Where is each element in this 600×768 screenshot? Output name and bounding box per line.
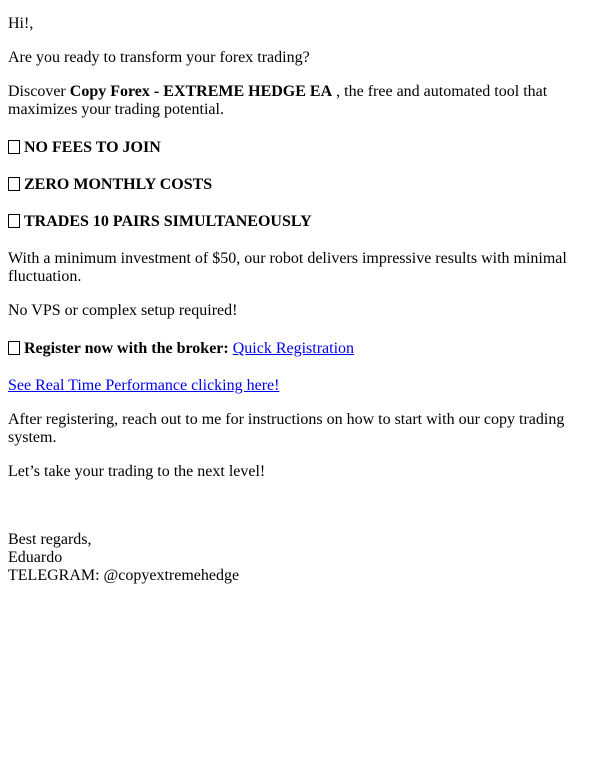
register-label: Register now with the broker: xyxy=(24,340,229,357)
checkbox-icon xyxy=(8,214,20,228)
performance-paragraph xyxy=(8,377,576,395)
discover-paragraph xyxy=(8,83,576,119)
signature-closing: Best regards, xyxy=(8,531,92,548)
feature-label: NO FEES TO JOIN xyxy=(24,139,161,156)
investment-paragraph: With a minimum investment of $50, our robot delivers impressive results with minimal fluctuation. xyxy=(8,250,567,285)
performance-link[interactable]: See Real Time Performance clicking here! xyxy=(8,377,280,394)
product-name: Copy Forex - EXTREME HEDGE EA xyxy=(69,83,333,100)
register-paragraph xyxy=(8,340,576,358)
next-level-paragraph: Let’s take your trading to the next level! xyxy=(8,463,266,480)
no-vps-paragraph: No VPS or complex setup required! xyxy=(8,302,238,319)
signature-name: Eduardo xyxy=(8,549,63,566)
feature-label: TRADES 10 PAIRS SIMULTANEOUSLY xyxy=(24,213,312,230)
greeting: Hi!, xyxy=(8,15,34,32)
checkbox-icon xyxy=(8,177,20,191)
discover-prefix: Discover xyxy=(8,83,66,100)
checkbox-icon xyxy=(8,341,20,355)
discover-suffix: , the free and automated tool that maximizes your trading potential. xyxy=(8,83,548,118)
feature-label: ZERO MONTHLY COSTS xyxy=(24,176,213,193)
checkbox-icon xyxy=(8,140,20,154)
quick-registration-link[interactable]: Quick Registration xyxy=(232,340,355,357)
feature-zero-monthly xyxy=(8,176,576,194)
feature-no-fees xyxy=(8,139,576,157)
intro-question: Are you ready to transform your forex trading? xyxy=(8,49,310,66)
signature-telegram: TELEGRAM: @copyextremehedge xyxy=(8,567,240,584)
after-registering-paragraph: After registering, reach out to me for instructions on how to start with our copy trading system. xyxy=(8,411,565,446)
signature xyxy=(8,531,576,585)
feature-ten-pairs xyxy=(8,213,576,231)
